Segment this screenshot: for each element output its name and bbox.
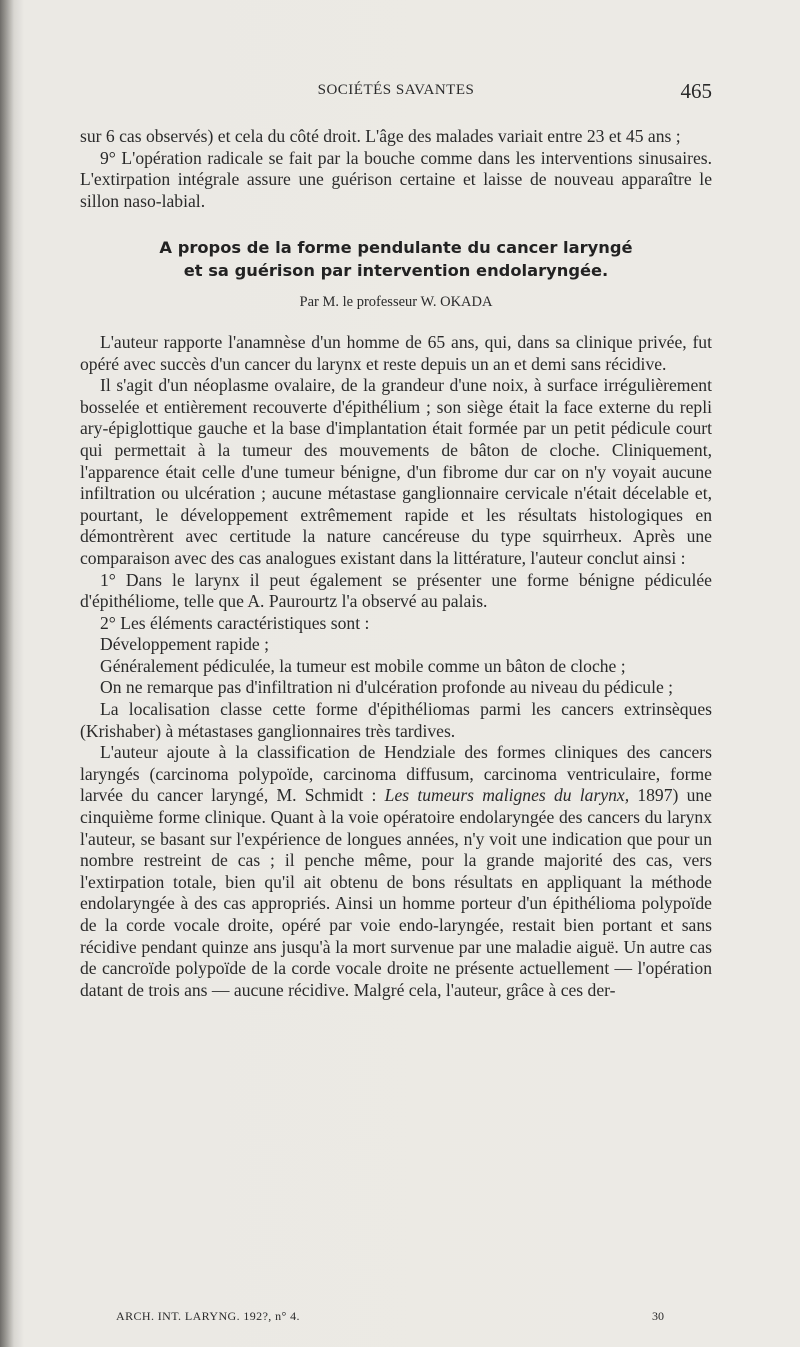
- author-prefix: Par M. le professeur: [299, 294, 418, 311]
- cited-title: Les tumeurs malignes du larynx,: [384, 785, 630, 806]
- paragraph: 1° Dans le larynx il peut également se présenter une forme bénigne pédiculée d'épithéliome, telle que A. Paurourtz l'a observé au palais.: [80, 569, 712, 612]
- page-number: 465: [680, 79, 712, 103]
- paragraph: Développement rapide ;: [100, 634, 270, 655]
- paragraph: La localisation classe cette forme d'épithéliomas parmi les cancers extrinsèques (Krishaber) à métastases ganglionnaires très tardives.: [80, 699, 712, 741]
- paragraph-classification: [80, 742, 712, 1001]
- text-run: L'auteur ajoute à la classification de Hendziale des formes cliniques des cancers laryngés (carcinoma polypoïde, carcinoma diffusum, carcinoma ventriculaire, forme larvée du cancer laryngé, M. Schmidt :: [80, 742, 712, 806]
- paragraph: Généralement pédiculée, la tumeur est mobile comme un bâton de cloche ;: [100, 655, 626, 676]
- paragraph: On ne remarque pas d'infiltration ni d'ulcération profonde au niveau du pédicule ;: [100, 677, 674, 698]
- page-footer: [116, 1309, 664, 1329]
- text-run: 1897) une cinquième forme clinique. Quant à la voie opératoire endolaryngée des cancers du larynx l'auteur, se basant sur l'expérience de longues années, n'y voit une indication que pour un nombre restreint de cas ; il penche même, pour la grande majorité des cas, vers l'extirpation totale, bien qu'il ait obtenu de bons résultats en appliquant la méthode endolaryngée à des cas appropriés. Ainsi un homme porteur d'un épithélioma polypoïde de la corde vocale droite, opéré par voie endo-laryngée, restait bien portant et sans récidive pendant quinze ans jusqu'à la mort survenue par une maladie aiguë. Un autre cas de cancroïde polypoïde de la corde vocale droite ne présente actuellement — l'opération datant de trois ans — aucune récidive. Malgré cela, l'auteur, grâce à ces der-: [80, 785, 712, 1000]
- article-title-line-1: A propos de la forme pendulante du cancer laryngé: [159, 238, 633, 258]
- article-title: [80, 236, 712, 282]
- author-name: W. OKADA: [420, 294, 493, 311]
- paragraph: Il s'agit d'un néoplasme ovalaire, de la grandeur d'une noix, à surface irrégulièrement bosselée et entièrement recouverte d'épithélium ; son siège était la face externe du repli ary-épiglottique gauche et la base d'implantation était formée par un petit pédicule court qui permettait à la tumeur des mouvements de bâton de cloche. Cliniquement, l'apparence était celle d'une tumeur bénigne, d'un fibrome dur car on n'y voyait aucune infiltration ou ulcération ; aucune métastase ganglionnaire cervicale n'était décelable et, pourtant, le développement extrêmement rapide et les résultats histologiques en démontrèrent avec certitude la nature cancéreuse du type squirrheux. Après une comparaison avec des cas analogues existant dans la littérature, l'auteur conclut ainsi :: [80, 375, 712, 568]
- journal-reference: ARCH. INT. LARYNG. 192?, n° 4.: [116, 1309, 300, 1323]
- paragraph: 2° Les éléments caractéristiques sont :: [100, 612, 370, 633]
- page-body: [80, 126, 712, 1001]
- paragraph: L'auteur rapporte l'anamnèse d'un homme de 65 ans, qui, dans sa clinique privée, fut opéré avec succès d'un cancer du larynx et reste depuis un an et demi sans récidive.: [80, 331, 712, 374]
- page-header: [80, 79, 712, 108]
- paragraph-point-9: 9° L'opération radicale se fait par la bouche comme dans les interventions sinusaires. L'extirpation intégrale assure une guérison certaine et laisse de nouveau apparaître le sillon naso-labial.: [80, 147, 712, 211]
- article-title-line-2: et sa guérison par intervention endolaryngée.: [183, 261, 609, 281]
- article-author: [80, 292, 712, 314]
- continued-paragraph: sur 6 cas observés) et cela du côté droit. L'âge des malades variait entre 23 et 45 ans ;: [80, 126, 681, 146]
- running-head: SOCIÉTÉS SAVANTES: [317, 82, 475, 98]
- signature-mark: 30: [652, 1309, 664, 1323]
